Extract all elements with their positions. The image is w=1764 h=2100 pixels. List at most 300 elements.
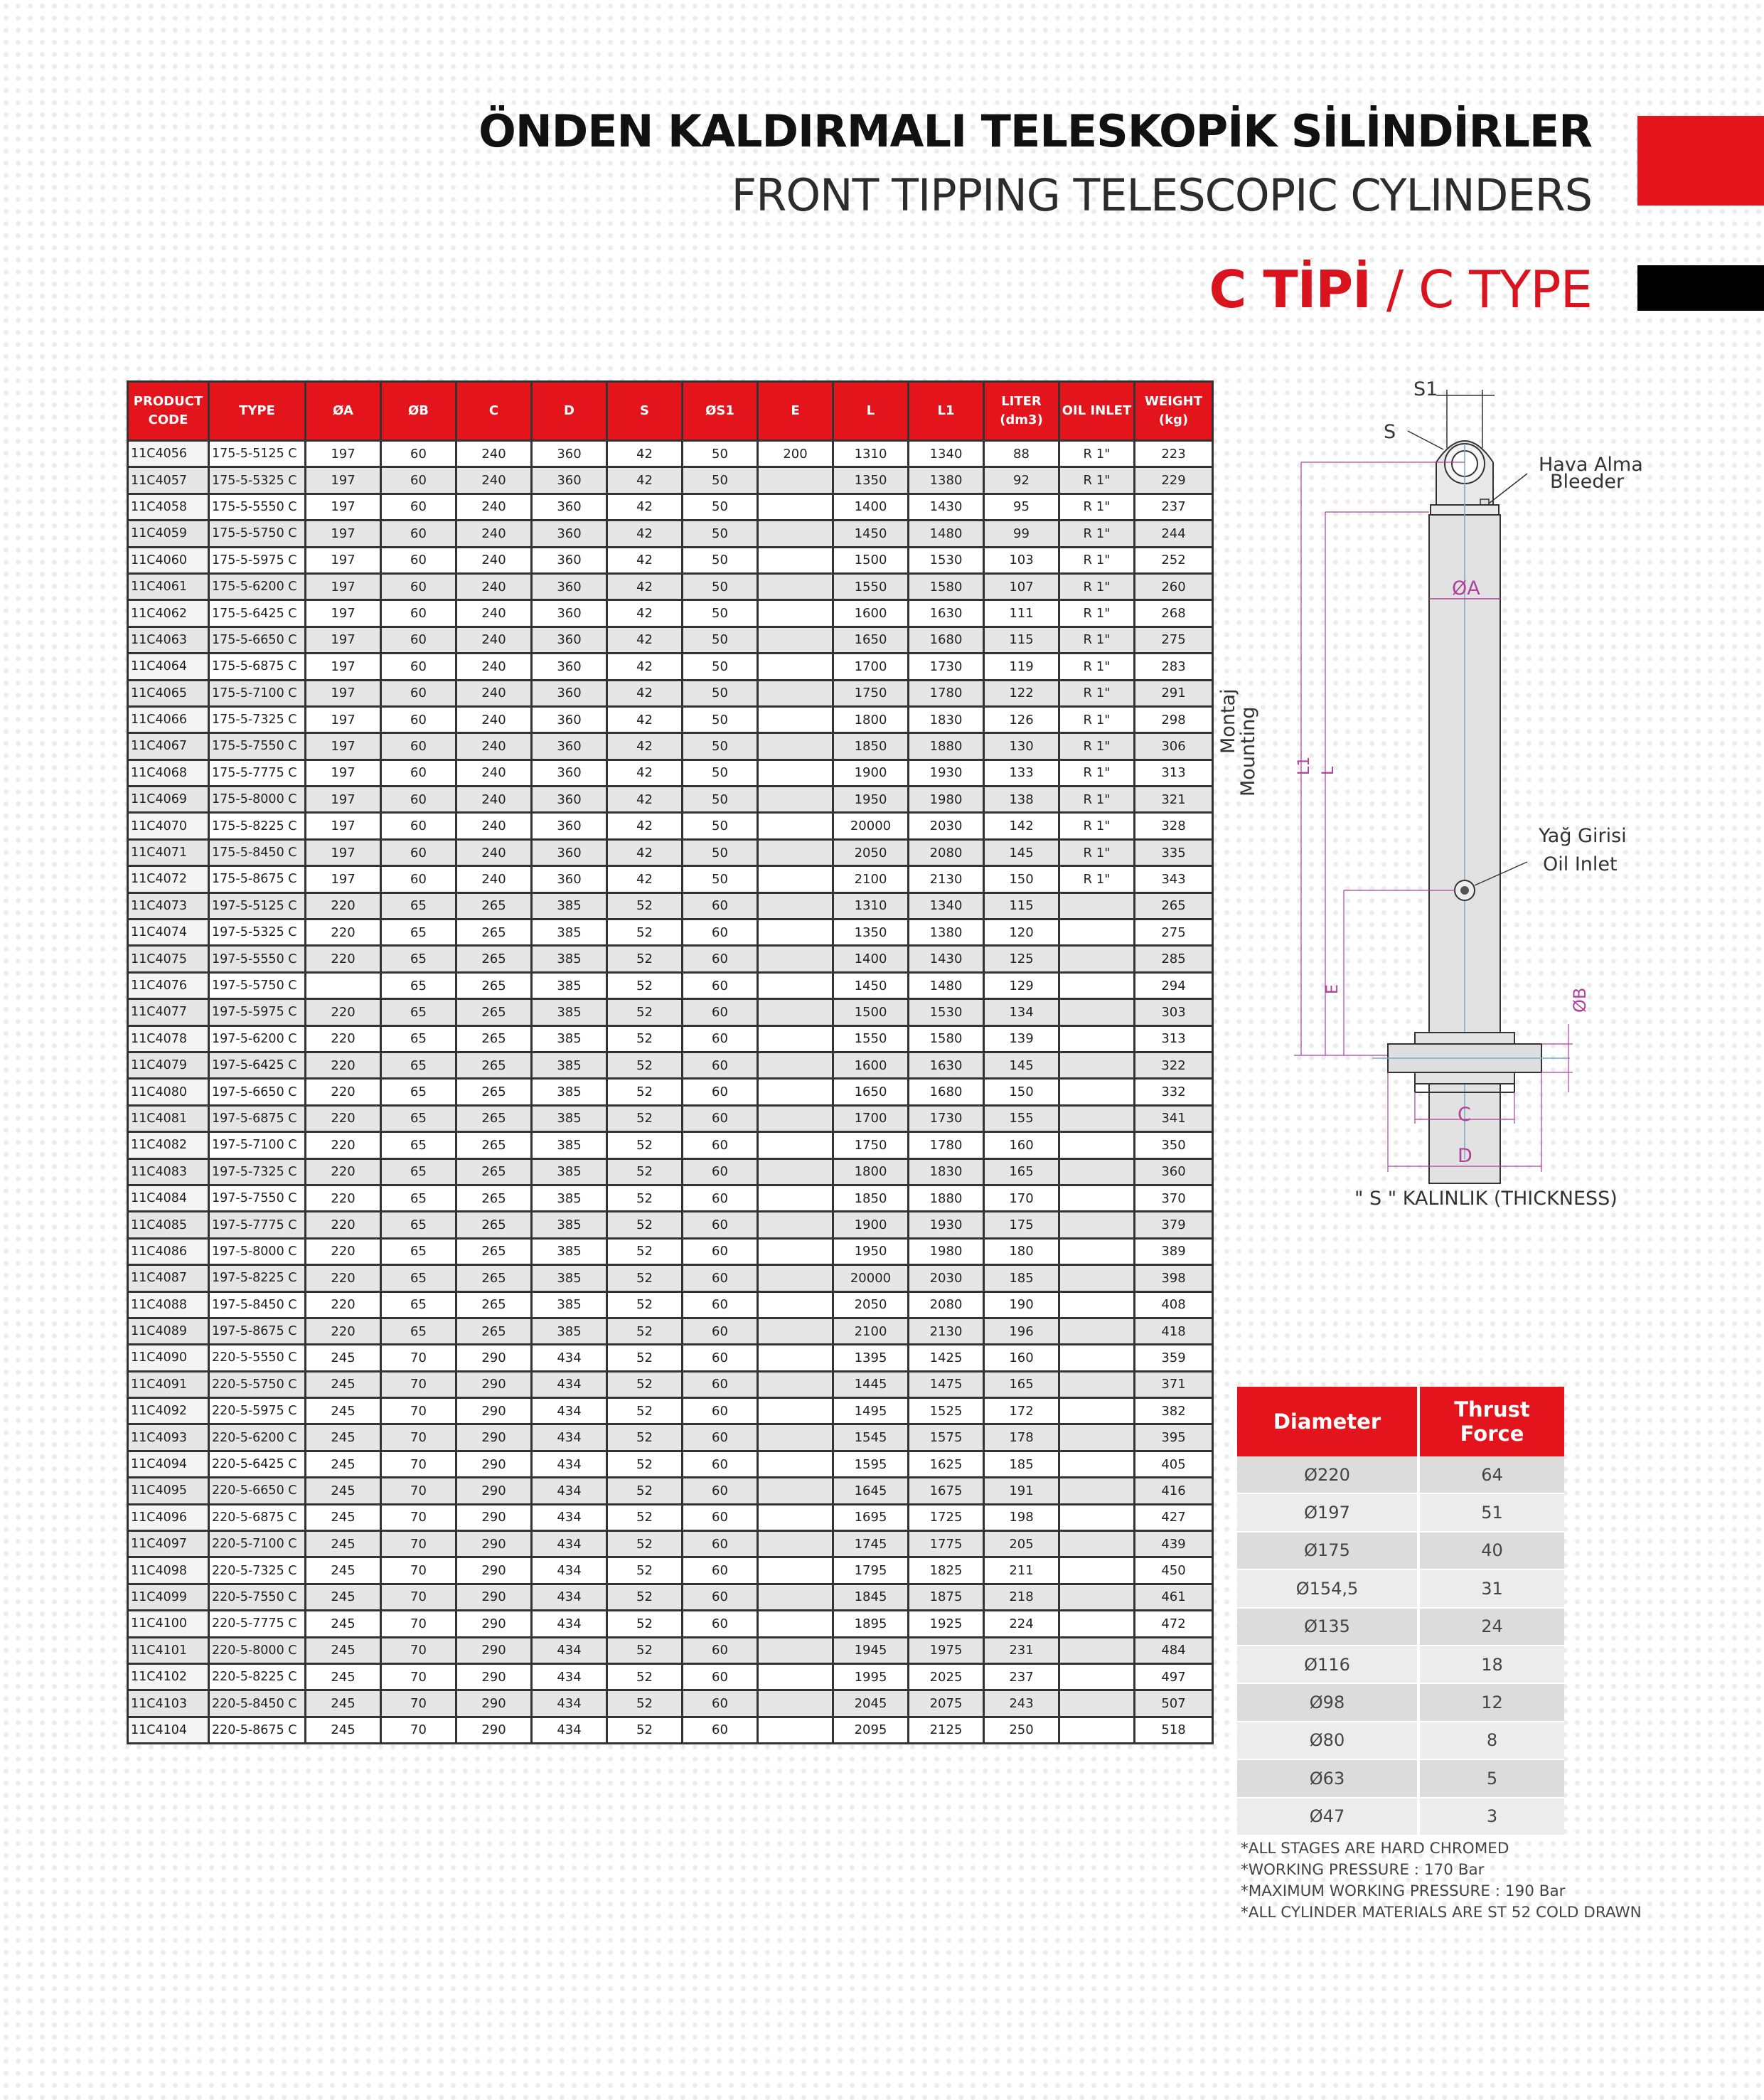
table-cell: 65 [381, 1265, 456, 1291]
thrust-header-line2: Force [1460, 1422, 1524, 1446]
table-row [128, 494, 1213, 520]
table-row [128, 654, 1213, 680]
table-cell: 220 [306, 1212, 381, 1238]
table-cell: 434 [532, 1717, 607, 1743]
table-cell: 65 [381, 1212, 456, 1238]
table-cell: 11C4090 [128, 1345, 209, 1371]
table-cell: 119 [984, 654, 1059, 680]
table-cell [1059, 1212, 1135, 1238]
table-row [128, 467, 1213, 494]
table-cell: 360 [532, 680, 607, 706]
table-cell: 197-5-8000 C [209, 1238, 306, 1264]
table-cell: R 1" [1059, 547, 1135, 573]
table-cell: 11C4078 [128, 1025, 209, 1052]
table-cell: 196 [984, 1318, 1059, 1344]
table-cell: 60 [381, 521, 456, 547]
table-cell [1059, 1265, 1135, 1291]
table-cell: 1800 [833, 1158, 909, 1185]
thrust-row [1237, 1532, 1564, 1569]
table-cell: 461 [1135, 1584, 1213, 1610]
thrust-row [1237, 1493, 1564, 1531]
table-cell: 434 [532, 1663, 607, 1690]
table-cell: 1730 [909, 654, 984, 680]
table-cell: 1545 [833, 1424, 909, 1451]
table-cell: 385 [532, 972, 607, 998]
table-cell: 1825 [909, 1557, 984, 1584]
title-turkish: ÖNDEN KALDIRMALI TELESKOPİK SİLİNDİRLER [479, 105, 1592, 157]
table-cell: 240 [456, 866, 532, 892]
table-cell: 1500 [833, 547, 909, 573]
table-cell: 360 [532, 813, 607, 839]
table-cell: 20000 [833, 1265, 909, 1291]
table-cell: 1350 [833, 920, 909, 946]
table-cell: 197-5-8450 C [209, 1291, 306, 1318]
table-cell: R 1" [1059, 866, 1135, 892]
table-cell: 1340 [909, 441, 984, 467]
table-row [128, 839, 1213, 865]
table-cell [758, 759, 833, 786]
table-cell: 145 [984, 1052, 1059, 1078]
table-cell: 160 [984, 1132, 1059, 1158]
table-row [128, 547, 1213, 573]
table-cell: 1550 [833, 1025, 909, 1052]
table-cell: 370 [1135, 1185, 1213, 1211]
table-cell: 1700 [833, 1105, 909, 1131]
notes-list [1241, 1838, 1642, 1924]
table-cell: 60 [683, 1345, 758, 1371]
table-cell: 290 [456, 1345, 532, 1371]
table-cell: 220 [306, 1265, 381, 1291]
table-cell: R 1" [1059, 787, 1135, 813]
table-cell: 1930 [909, 1212, 984, 1238]
table-cell: 70 [381, 1637, 456, 1663]
table-cell: 65 [381, 1318, 456, 1344]
table-cell [758, 1291, 833, 1318]
table-cell: 385 [532, 1212, 607, 1238]
table-cell: 165 [984, 1371, 1059, 1397]
table-cell: 1575 [909, 1424, 984, 1451]
table-cell: 11C4098 [128, 1557, 209, 1584]
table-cell: 11C4088 [128, 1291, 209, 1318]
table-cell: 50 [683, 441, 758, 467]
table-cell: 52 [607, 1584, 683, 1610]
table-cell: 360 [532, 787, 607, 813]
table-cell: 65 [381, 972, 456, 998]
s1-label: S1 [1413, 378, 1438, 400]
table-cell: 60 [683, 1371, 758, 1397]
thrust-row [1237, 1722, 1564, 1759]
table-cell [758, 706, 833, 732]
table-cell: R 1" [1059, 759, 1135, 786]
table-cell: 130 [984, 733, 1059, 759]
table-cell: 1945 [833, 1637, 909, 1663]
table-cell [1059, 999, 1135, 1025]
thrust-body [1237, 1456, 1564, 1835]
column-header-text: (kg) [1158, 412, 1189, 427]
table-cell [758, 733, 833, 759]
table-cell: 1875 [909, 1584, 984, 1610]
table-cell: 11C4094 [128, 1451, 209, 1477]
table-cell: 197 [306, 706, 381, 732]
table-cell: 60 [683, 1158, 758, 1185]
table-row [128, 1345, 1213, 1371]
table-cell: 313 [1135, 1025, 1213, 1052]
table-cell: 70 [381, 1371, 456, 1397]
table-cell: 88 [984, 441, 1059, 467]
table-cell: 379 [1135, 1212, 1213, 1238]
table-cell [1059, 1398, 1135, 1424]
table-cell: 11C4086 [128, 1238, 209, 1264]
thrust-cell: 18 [1418, 1646, 1564, 1683]
table-cell: 60 [683, 1025, 758, 1052]
diameter-cell: Ø116 [1237, 1646, 1418, 1683]
table-cell [758, 1371, 833, 1397]
table-cell: 360 [532, 839, 607, 865]
table-cell: 52 [607, 920, 683, 946]
column-header [984, 382, 1059, 441]
table-cell: 385 [532, 1025, 607, 1052]
column-header-text: C [488, 403, 499, 418]
type-separator: / [1386, 260, 1404, 319]
table-cell: 240 [456, 680, 532, 706]
table-cell: 220-5-7100 C [209, 1531, 306, 1557]
table-cell: 385 [532, 1052, 607, 1078]
table-cell [1059, 1105, 1135, 1131]
table-cell: 50 [683, 839, 758, 865]
table-cell: 1480 [909, 521, 984, 547]
table-cell: 70 [381, 1398, 456, 1424]
table-cell: 50 [683, 573, 758, 599]
table-cell: 2025 [909, 1663, 984, 1690]
table-cell: 70 [381, 1345, 456, 1371]
table-cell: 11C4083 [128, 1158, 209, 1185]
table-row [128, 972, 1213, 998]
table-cell: 60 [381, 706, 456, 732]
column-header [532, 382, 607, 441]
table-cell: 1950 [833, 787, 909, 813]
table-cell: 265 [456, 1318, 532, 1344]
table-cell: 450 [1135, 1557, 1213, 1584]
table-cell: 434 [532, 1611, 607, 1637]
table-cell: 303 [1135, 999, 1213, 1025]
table-cell: 434 [532, 1690, 607, 1717]
table-cell: 1495 [833, 1398, 909, 1424]
table-cell: 245 [306, 1637, 381, 1663]
table-cell: R 1" [1059, 521, 1135, 547]
table-cell: 50 [683, 521, 758, 547]
table-cell [758, 1398, 833, 1424]
table-cell: 1880 [909, 733, 984, 759]
table-cell: 220 [306, 892, 381, 919]
table-cell: 11C4069 [128, 787, 209, 813]
table-cell: 52 [607, 1238, 683, 1264]
table-cell: R 1" [1059, 494, 1135, 520]
table-cell: 385 [532, 1079, 607, 1105]
table-cell: 52 [607, 1611, 683, 1637]
table-cell: 245 [306, 1424, 381, 1451]
table-cell: 2045 [833, 1690, 909, 1717]
table-cell [1059, 1345, 1135, 1371]
column-header [209, 382, 306, 441]
column-header [607, 382, 683, 441]
table-cell: 150 [984, 1079, 1059, 1105]
table-cell: 11C4096 [128, 1504, 209, 1530]
table-cell: 65 [381, 1238, 456, 1264]
table-cell: 245 [306, 1345, 381, 1371]
table-cell: 408 [1135, 1291, 1213, 1318]
table-cell: 360 [532, 627, 607, 653]
table-cell: 265 [456, 892, 532, 919]
table-cell: 197 [306, 680, 381, 706]
table-cell: 1880 [909, 1185, 984, 1211]
table-cell: 11C4077 [128, 999, 209, 1025]
table-cell: 175-5-8225 C [209, 813, 306, 839]
table-cell: 1900 [833, 759, 909, 786]
table-cell: 50 [683, 654, 758, 680]
table-cell: 265 [456, 1079, 532, 1105]
column-header [456, 382, 532, 441]
table-cell [1059, 1025, 1135, 1052]
table-cell: 60 [381, 680, 456, 706]
table-cell: 50 [683, 759, 758, 786]
table-cell: 220 [306, 1025, 381, 1052]
cylinder-drawing [1217, 370, 1657, 1223]
table-cell: 245 [306, 1478, 381, 1504]
table-cell [1059, 1557, 1135, 1584]
table-cell: 142 [984, 813, 1059, 839]
table-cell: 1650 [833, 627, 909, 653]
table-row [128, 1557, 1213, 1584]
table-cell: 50 [683, 627, 758, 653]
table-cell [758, 787, 833, 813]
table-cell: 290 [456, 1371, 532, 1397]
table-cell: 385 [532, 1158, 607, 1185]
table-cell [1059, 1291, 1135, 1318]
table-cell: 484 [1135, 1637, 1213, 1663]
table-cell: 11C4058 [128, 494, 209, 520]
table-cell: 237 [984, 1663, 1059, 1690]
table-cell: 52 [607, 1291, 683, 1318]
table-cell: 60 [381, 813, 456, 839]
table-cell: 507 [1135, 1690, 1213, 1717]
table-cell: 175-5-5750 C [209, 521, 306, 547]
table-cell: 115 [984, 892, 1059, 919]
type-turkish: C TİPİ [1209, 260, 1371, 319]
black-accent-block [1637, 265, 1764, 311]
table-cell: 165 [984, 1158, 1059, 1185]
thrust-row [1237, 1456, 1564, 1493]
table-cell: 240 [456, 441, 532, 467]
table-cell: 197 [306, 521, 381, 547]
table-cell: 197 [306, 733, 381, 759]
table-cell: 321 [1135, 787, 1213, 813]
thrust-row [1237, 1798, 1564, 1835]
table-cell: 52 [607, 1637, 683, 1663]
table-cell: 65 [381, 1025, 456, 1052]
table-cell: 298 [1135, 706, 1213, 732]
table-cell: 290 [456, 1504, 532, 1530]
thrust-cell: 24 [1418, 1608, 1564, 1646]
table-cell: 1675 [909, 1478, 984, 1504]
table-cell: 285 [1135, 946, 1213, 972]
table-cell: 1500 [833, 999, 909, 1025]
table-cell: 385 [532, 1265, 607, 1291]
title-english: FRONT TIPPING TELESCOPIC CYLINDERS [731, 169, 1592, 221]
table-cell: 52 [607, 1371, 683, 1397]
table-cell: 60 [381, 654, 456, 680]
type-heading [1209, 260, 1592, 319]
table-cell: 434 [532, 1451, 607, 1477]
table-cell: 265 [456, 1025, 532, 1052]
table-cell: 1980 [909, 787, 984, 813]
table-cell: 52 [607, 1052, 683, 1078]
table-cell: 265 [456, 1132, 532, 1158]
table-cell: 1980 [909, 1238, 984, 1264]
thrust-force-table [1237, 1387, 1564, 1836]
table-cell [1059, 1504, 1135, 1530]
table-cell: 290 [456, 1398, 532, 1424]
table-cell: 42 [607, 600, 683, 627]
table-cell [758, 654, 833, 680]
table-cell: 1310 [833, 441, 909, 467]
diameter-cell: Ø154,5 [1237, 1569, 1418, 1607]
table-cell: 11C4104 [128, 1717, 209, 1743]
table-cell: 313 [1135, 759, 1213, 786]
table-cell: 1850 [833, 1185, 909, 1211]
table-cell: 197-5-5975 C [209, 999, 306, 1025]
table-cell: 52 [607, 1345, 683, 1371]
table-cell: 60 [381, 441, 456, 467]
table-cell: 125 [984, 946, 1059, 972]
table-cell [758, 1158, 833, 1185]
table-cell: 290 [456, 1663, 532, 1690]
table-cell: 290 [456, 1451, 532, 1477]
table-cell: R 1" [1059, 706, 1135, 732]
table-cell: 52 [607, 892, 683, 919]
table-cell: 237 [1135, 494, 1213, 520]
table-cell: 265 [456, 972, 532, 998]
table-cell: 11C4101 [128, 1637, 209, 1663]
dia-a-label: ØA [1452, 577, 1480, 599]
table-cell: 60 [683, 920, 758, 946]
table-cell: 1850 [833, 733, 909, 759]
table-cell: 385 [532, 1185, 607, 1211]
thrust-cell: 8 [1418, 1722, 1564, 1759]
table-cell: 126 [984, 706, 1059, 732]
table-cell: 220-5-5975 C [209, 1398, 306, 1424]
table-cell [1059, 1717, 1135, 1743]
table-cell [758, 573, 833, 599]
table-cell: 42 [607, 547, 683, 573]
table-cell: 50 [683, 680, 758, 706]
table-cell: 418 [1135, 1318, 1213, 1344]
table-cell: 245 [306, 1690, 381, 1717]
table-row [128, 1611, 1213, 1637]
table-cell: 52 [607, 1398, 683, 1424]
table-cell: 197 [306, 839, 381, 865]
column-header [128, 382, 209, 441]
table-cell: 134 [984, 999, 1059, 1025]
table-cell: 60 [683, 1079, 758, 1105]
table-cell [758, 1079, 833, 1105]
column-header [1059, 382, 1135, 441]
table-cell: 52 [607, 1158, 683, 1185]
thrust-cell: 51 [1418, 1493, 1564, 1531]
table-cell: 220 [306, 1052, 381, 1078]
table-cell: 175-5-7775 C [209, 759, 306, 786]
table-cell: 224 [984, 1611, 1059, 1637]
table-cell [1059, 1185, 1135, 1211]
table-cell: 268 [1135, 600, 1213, 627]
table-cell: 220-5-7775 C [209, 1611, 306, 1637]
table-cell: 360 [532, 654, 607, 680]
table-row [128, 813, 1213, 839]
table-cell: 332 [1135, 1079, 1213, 1105]
table-row [128, 1717, 1213, 1743]
table-cell [758, 1318, 833, 1344]
table-cell: 240 [456, 600, 532, 627]
table-cell: 218 [984, 1584, 1059, 1610]
thrust-row [1237, 1569, 1564, 1607]
table-cell: 178 [984, 1424, 1059, 1451]
table-cell: 11C4066 [128, 706, 209, 732]
table-cell: 1380 [909, 467, 984, 494]
table-cell: 265 [456, 1291, 532, 1318]
table-cell: 107 [984, 573, 1059, 599]
table-cell: 11C4059 [128, 521, 209, 547]
table-cell: 434 [532, 1371, 607, 1397]
table-cell: 11C4073 [128, 892, 209, 919]
table-cell: 11C4092 [128, 1398, 209, 1424]
table-cell: 42 [607, 680, 683, 706]
table-cell: 1580 [909, 1025, 984, 1052]
table-cell [1059, 1584, 1135, 1610]
note-line: *ALL CYLINDER MATERIALS ARE ST 52 COLD DRAWN [1241, 1904, 1642, 1922]
table-cell: 197 [306, 441, 381, 467]
table-cell: 170 [984, 1185, 1059, 1211]
table-cell: 290 [456, 1424, 532, 1451]
table-cell: 240 [456, 839, 532, 865]
table-cell: R 1" [1059, 600, 1135, 627]
table-cell: 129 [984, 972, 1059, 998]
table-cell: 335 [1135, 839, 1213, 865]
column-header-text: TYPE [239, 403, 275, 418]
table-cell: 60 [381, 733, 456, 759]
table-cell: 1830 [909, 706, 984, 732]
table-cell: 60 [683, 946, 758, 972]
table-cell: 60 [381, 759, 456, 786]
table-row [128, 733, 1213, 759]
table-row [128, 1478, 1213, 1504]
table-cell: 385 [532, 1105, 607, 1131]
table-cell: 1750 [833, 680, 909, 706]
table-cell: 245 [306, 1717, 381, 1743]
table-cell: 1525 [909, 1398, 984, 1424]
table-cell: 244 [1135, 521, 1213, 547]
table-row [128, 1265, 1213, 1291]
table-cell: 180 [984, 1238, 1059, 1264]
diameter-header: Diameter [1237, 1387, 1418, 1456]
table-cell: 240 [456, 547, 532, 573]
table-cell: 245 [306, 1504, 381, 1530]
table-cell: 1430 [909, 946, 984, 972]
table-cell: 240 [456, 654, 532, 680]
table-cell: 220-5-6650 C [209, 1478, 306, 1504]
table-row [128, 946, 1213, 972]
table-cell: 197-5-6875 C [209, 1105, 306, 1131]
diameter-cell: Ø47 [1237, 1798, 1418, 1835]
table-cell: 60 [683, 999, 758, 1025]
